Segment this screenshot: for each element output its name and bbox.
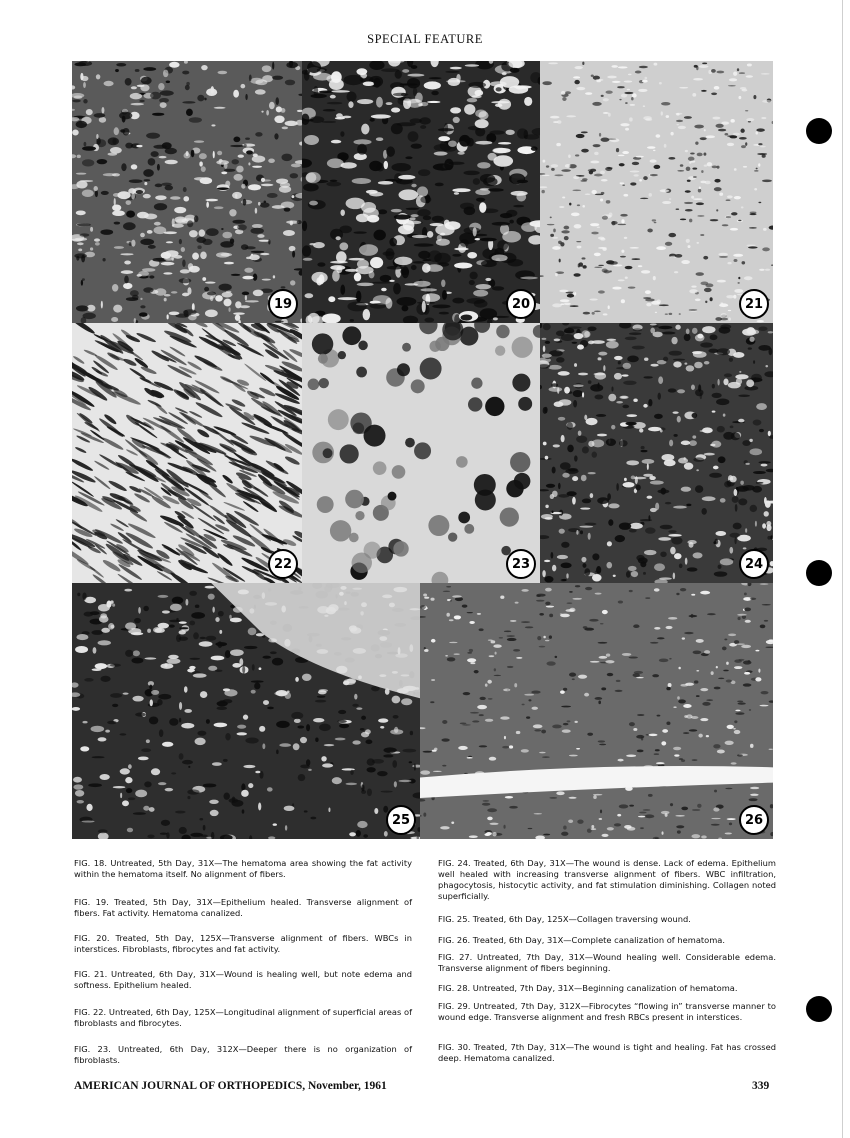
figure-number-badge: 23 xyxy=(506,549,536,579)
micrograph-texture xyxy=(72,583,420,839)
caption-fig-22: FIG. 22. Untreated, 6th Day, 125X—Longitudinal alignment of superficial areas of fibroblasts and fibrocytes. xyxy=(74,1007,412,1028)
micrograph-texture xyxy=(72,323,302,583)
caption-fig-20: FIG. 20. Treated, 5th Day, 125X—Transverse alignment of fibers. WBCs in interstices. Fibroblasts, fibrocytes and fat activity. xyxy=(74,933,412,954)
figure-25-micrograph xyxy=(72,583,420,839)
micrograph-texture xyxy=(540,323,773,583)
figure-number-badge: 19 xyxy=(268,289,298,319)
caption-fig-19: FIG. 19. Treated, 5th Day, 31X—Epithelium healed. Transverse alignment of fibers. Fat activity. Hematoma canalized. xyxy=(74,897,412,918)
page-edge-line xyxy=(842,0,843,1138)
caption-fig-29: FIG. 29. Untreated, 7th Day, 312X—Fibrocytes “flowing in” transverse manner to wound edge. Transverse alignment and fresh RBCs present in interstices. xyxy=(438,1001,776,1022)
caption-fig-18: FIG. 18. Untreated, 5th Day, 31X—The hematoma area showing the fat activity within the hematoma itself. No alignment of fibers. xyxy=(74,858,412,879)
micrograph-texture xyxy=(302,61,540,323)
figure-26-micrograph xyxy=(420,583,773,839)
binder-hole xyxy=(806,996,832,1022)
figure-22-micrograph xyxy=(72,323,302,583)
running-header: SPECIAL FEATURE xyxy=(367,32,483,46)
figure-24-micrograph xyxy=(540,323,773,583)
micrograph-texture xyxy=(302,323,540,583)
figure-number-badge: 21 xyxy=(739,289,769,319)
micrograph-texture xyxy=(540,61,773,323)
caption-fig-24: FIG. 24. Treated, 6th Day, 31X—The wound is dense. Lack of edema. Epithelium well healed with increasing transverse alignment of fibers. WBC infiltration, phagocytosis, histocytic activity, and fat stimulation diminishing. Collagen noted superficially. xyxy=(438,858,776,901)
caption-fig-26: FIG. 26. Treated, 6th Day, 31X—Complete canalization of hematoma. xyxy=(438,935,726,945)
figure-number-badge: 25 xyxy=(386,805,416,835)
figure-number-badge: 22 xyxy=(268,549,298,579)
caption-fig-21: FIG. 21. Untreated, 6th Day, 31X—Wound is healing well, but note edema and softness. Epithelium healed. xyxy=(74,969,412,990)
figure-number-badge: 24 xyxy=(739,549,769,579)
caption-fig-25: FIG. 25. Treated, 6th Day, 125X—Collagen traversing wound. xyxy=(438,914,691,924)
micrograph-texture xyxy=(420,583,773,839)
page-number: 339 xyxy=(752,1080,770,1092)
journal-footer: AMERICAN JOURNAL OF ORTHOPEDICS, November, 1961 xyxy=(74,1080,387,1092)
figure-20-micrograph xyxy=(302,61,540,323)
figure-number-badge: 20 xyxy=(506,289,536,319)
figure-19-micrograph xyxy=(72,61,302,323)
caption-fig-28: FIG. 28. Untreated, 7th Day, 31X—Beginning canalization of hematoma. xyxy=(438,983,738,993)
figure-23-micrograph xyxy=(302,323,540,583)
caption-fig-30: FIG. 30. Treated, 7th Day, 31X—The wound is tight and healing. Fat has crossed deep. Hematoma canalized. xyxy=(438,1042,776,1063)
micrograph-texture xyxy=(72,61,302,323)
caption-fig-23: FIG. 23. Untreated, 6th Day, 312X—Deeper there is no organization of fibroblasts. xyxy=(74,1044,412,1065)
binder-hole xyxy=(806,560,832,586)
figure-number-badge: 26 xyxy=(739,805,769,835)
figure-21-micrograph xyxy=(540,61,773,323)
caption-fig-27: FIG. 27. Untreated, 7th Day, 31X—Wound healing well. Considerable edema. Transverse alignment of fibers beginning. xyxy=(438,952,776,973)
binder-hole xyxy=(806,118,832,144)
